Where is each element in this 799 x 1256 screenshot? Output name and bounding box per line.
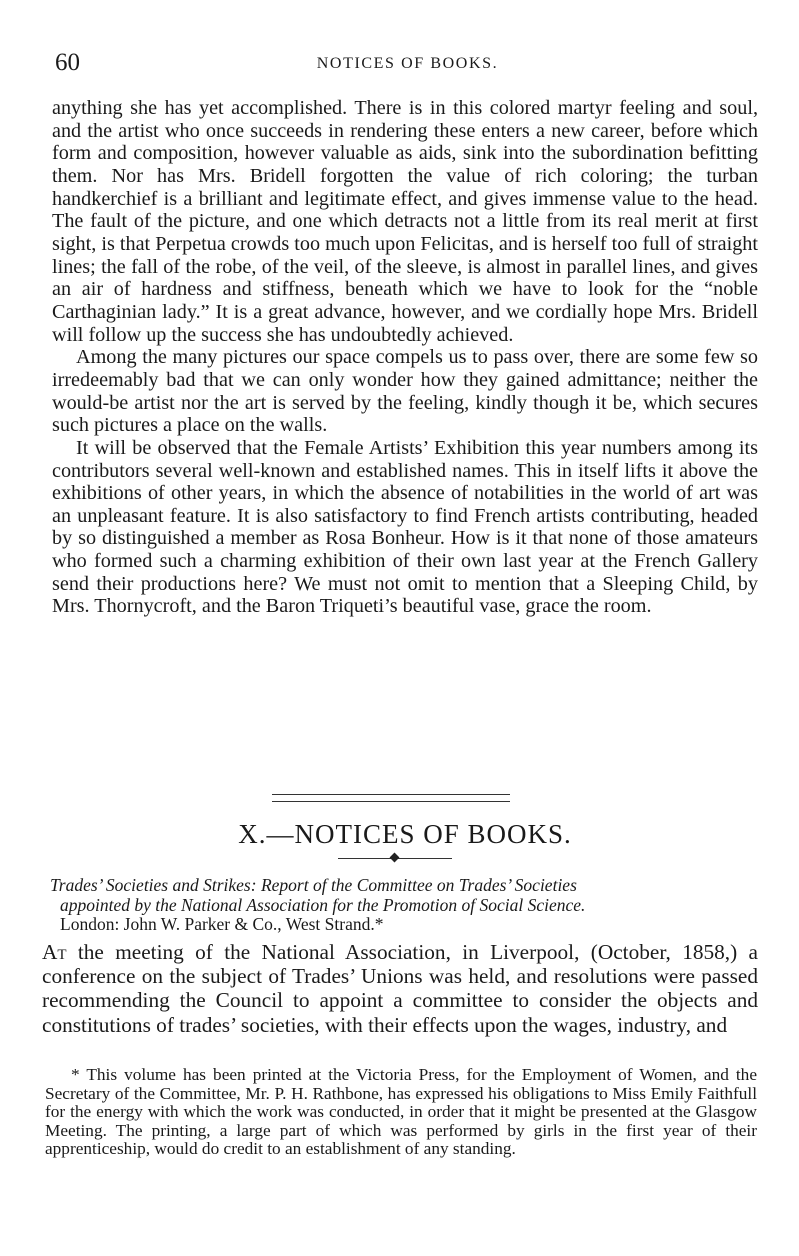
citation-title-line: Trades’ Societies and Strikes: Report of the Committee on Trades’ Societies (50, 875, 577, 895)
citation-title-line: appointed by the National Association for the Promotion of Social Science. (60, 894, 586, 915)
footnote (45, 1066, 757, 1159)
page-number: 60 (55, 49, 80, 76)
book-citation (50, 876, 760, 935)
lead-text: the meeting of the National Association, in Liverpool, (October, 1858,) a conference on the subject of Trades’ Unions was held, and resolutions were passed recommending the Council to appoint a committee to consider the objects and constitutions of trades’ societies, with their effects upon the wages, industry, and (42, 940, 758, 1037)
section-title: X.—NOTICES OF BOOKS. (238, 819, 572, 849)
footnote-text: * This volume has been printed at the Victoria Press, for the Employment of Women, and the Secretary of the Committee, Mr. P. H. Rathbone, has expressed his obligations to Miss Emily Faithfull for the energy with which the work was conducted, in order that it might be presented at the Glasgow Meeting. The printing, a large part of which was performed by girls in the first year of their apprenticeship, would do credit to an establishment of any standing. (45, 1065, 757, 1158)
diamond-ornament-icon (390, 853, 400, 863)
citation-publisher: London: John W. Parker & Co., West Strand.* (60, 914, 384, 934)
paragraph: It will be observed that the Female Artists’ Exhibition this year numbers among its contributors several well-known and established names. This in itself lifts it above the exhibitions of other years, in which the absence of notabilities in the world of art was an unpleasant feature. It is also satisfactory to find French artists contributing, headed by so distinguished a member as Rosa Bonheur. How is it that none of those amateurs who formed such a charming exhibition of their own last year at the French Gallery send their productions here? We must not omit to mention that a Sleeping Child, by Mrs. Thornycroft, and the Baron Triqueti’s beautiful vase, grace the room. (52, 436, 758, 618)
running-head: NOTICES OF BOOKS. (316, 55, 499, 72)
page-header (55, 48, 760, 78)
review-body (52, 97, 758, 618)
paragraph-continued: anything she has yet accomplished. There is in this colored martyr feeling and soul, and the artist who once succeeds in rendering these enters a new career, before which form and composition, however valuable as aids, sink into the subordination befitting them. Nor has Mrs. Bridell forgotten the value of rich coloring; the turban handkerchief is a brilliant and legitimate effect, and gives immense value to the head. The fault of the picture, and one which detracts not a little from its real merit at first sight, is that Perpetua crowds too much upon Felicitas, and is herself too full of straight lines; the fall of the robe, of the veil, of the sleeve, is almost in parallel lines, and gives an air of hardness and stiffness, beneath which we have to look for the “noble Carthaginian lady.” It is a great advance, however, and we cordially hope Mrs. Bridell will follow up the success she has undoubtedly achieved. (52, 97, 758, 346)
paragraph: Among the many pictures our space compels us to pass over, there are some few so irredeemably bad that we can only wonder how they gained admittance; neither the would-be artist nor the art is served by the feeling, kindly though it be, which secures such pictures a place on the walls. (52, 346, 758, 437)
lead-first-word: At (42, 940, 67, 964)
notice-lead-paragraph (42, 940, 758, 1037)
section-divider-rule (272, 794, 510, 802)
